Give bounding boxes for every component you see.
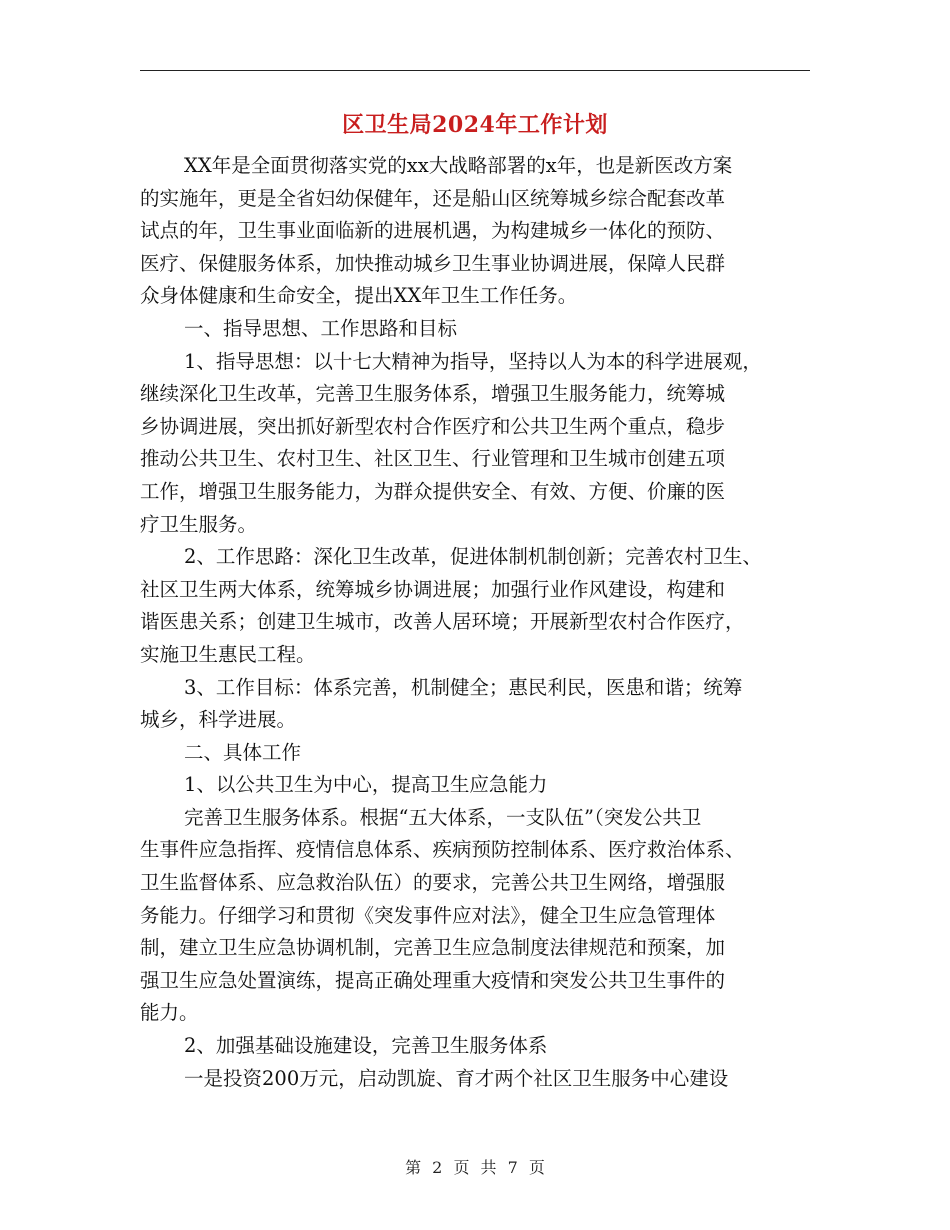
- text-line: 推动公共卫生、农村卫生、社区卫生、行业管理和卫生城市创建五项: [140, 447, 726, 471]
- header-rule: [140, 70, 810, 71]
- text-line: 2、工作思路：深化卫生改革，促进体制机制创新；完善农村卫生、: [184, 545, 762, 569]
- text-line: 一、指导思想、工作思路和目标: [184, 316, 458, 340]
- text-line: 二、具体工作: [184, 740, 302, 764]
- text-line: 试点的年，卫生事业面临新的进展机遇，为构建城乡一体化的预防、: [140, 219, 726, 243]
- text-line: 1、以公共卫生为中心，提高卫生应急能力: [184, 773, 548, 797]
- text-line: 谐医患关系；创建卫生城市，改善人居环境；开展新型农村合作医疗，: [140, 610, 745, 634]
- text-line: 的实施年，更是全省妇幼保健年，还是船山区统筹城乡综合配套改革: [140, 186, 726, 210]
- document-body: [140, 150, 805, 1095]
- text-line: 疗卫生服务。: [140, 512, 258, 536]
- text-line: 3、工作目标：体系完善，机制健全；惠民利民，医患和谐；统筹: [184, 675, 743, 699]
- text-line: 众身体健康和生命安全，提出XX年卫生工作任务。: [140, 284, 578, 308]
- text-line: 社区卫生两大体系，统筹城乡协调进展；加强行业作风建设，构建和: [140, 577, 726, 601]
- text-line: 强卫生应急处置演练，提高正确处理重大疫情和突发公共卫生事件的: [140, 968, 726, 992]
- text-line: 乡协调进展，突出抓好新型农村合作医疗和公共卫生两个重点，稳步: [140, 414, 726, 438]
- text-line: 医疗、保健服务体系，加快推动城乡卫生事业协调进展，保障人民群: [140, 251, 726, 275]
- text-line: 能力。: [140, 1001, 199, 1025]
- text-line: 一是投资200万元，启动凯旋、育才两个社区卫生服务中心建设: [184, 1066, 729, 1090]
- text-line: 工作，增强卫生服务能力，为群众提供安全、有效、方便、价廉的医: [140, 479, 726, 503]
- text-line: 务能力。仔细学习和贯彻《突发事件应对法》，健全卫生应急管理体: [140, 903, 716, 927]
- text-line: 2、加强基础设施建设，完善卫生服务体系: [184, 1034, 548, 1058]
- text-line: 1、指导思想：以十七大精神为指导，坚持以人为本的科学进展观，: [184, 349, 762, 373]
- text-line: 生事件应急指挥、疫情信息体系、疾病预防控制体系、医疗救治体系、: [140, 838, 745, 862]
- text-line: 继续深化卫生改革，完善卫生服务体系，增强卫生服务能力，统筹城: [140, 382, 726, 406]
- document-title: 区卫生局2024年工作计划: [342, 112, 608, 138]
- text-line: 制，建立卫生应急协调机制，完善卫生应急制度法律规范和预案，加: [140, 936, 726, 960]
- text-line: 卫生监督体系、应急救治队伍）的要求，完善公共卫生网络，增强服: [140, 871, 726, 895]
- text-line: 城乡，科学进展。: [140, 708, 297, 732]
- text-line: 实施卫生惠民工程。: [140, 642, 316, 666]
- page-footer: 第 2 页 共 7 页: [405, 1158, 545, 1177]
- text-line: 完善卫生服务体系。根据“五大体系，一支队伍”（突发公共卫: [184, 805, 702, 829]
- text-line: XX年是全面贯彻落实党的xx大战略部署的x年，也是新医改方案: [184, 154, 733, 177]
